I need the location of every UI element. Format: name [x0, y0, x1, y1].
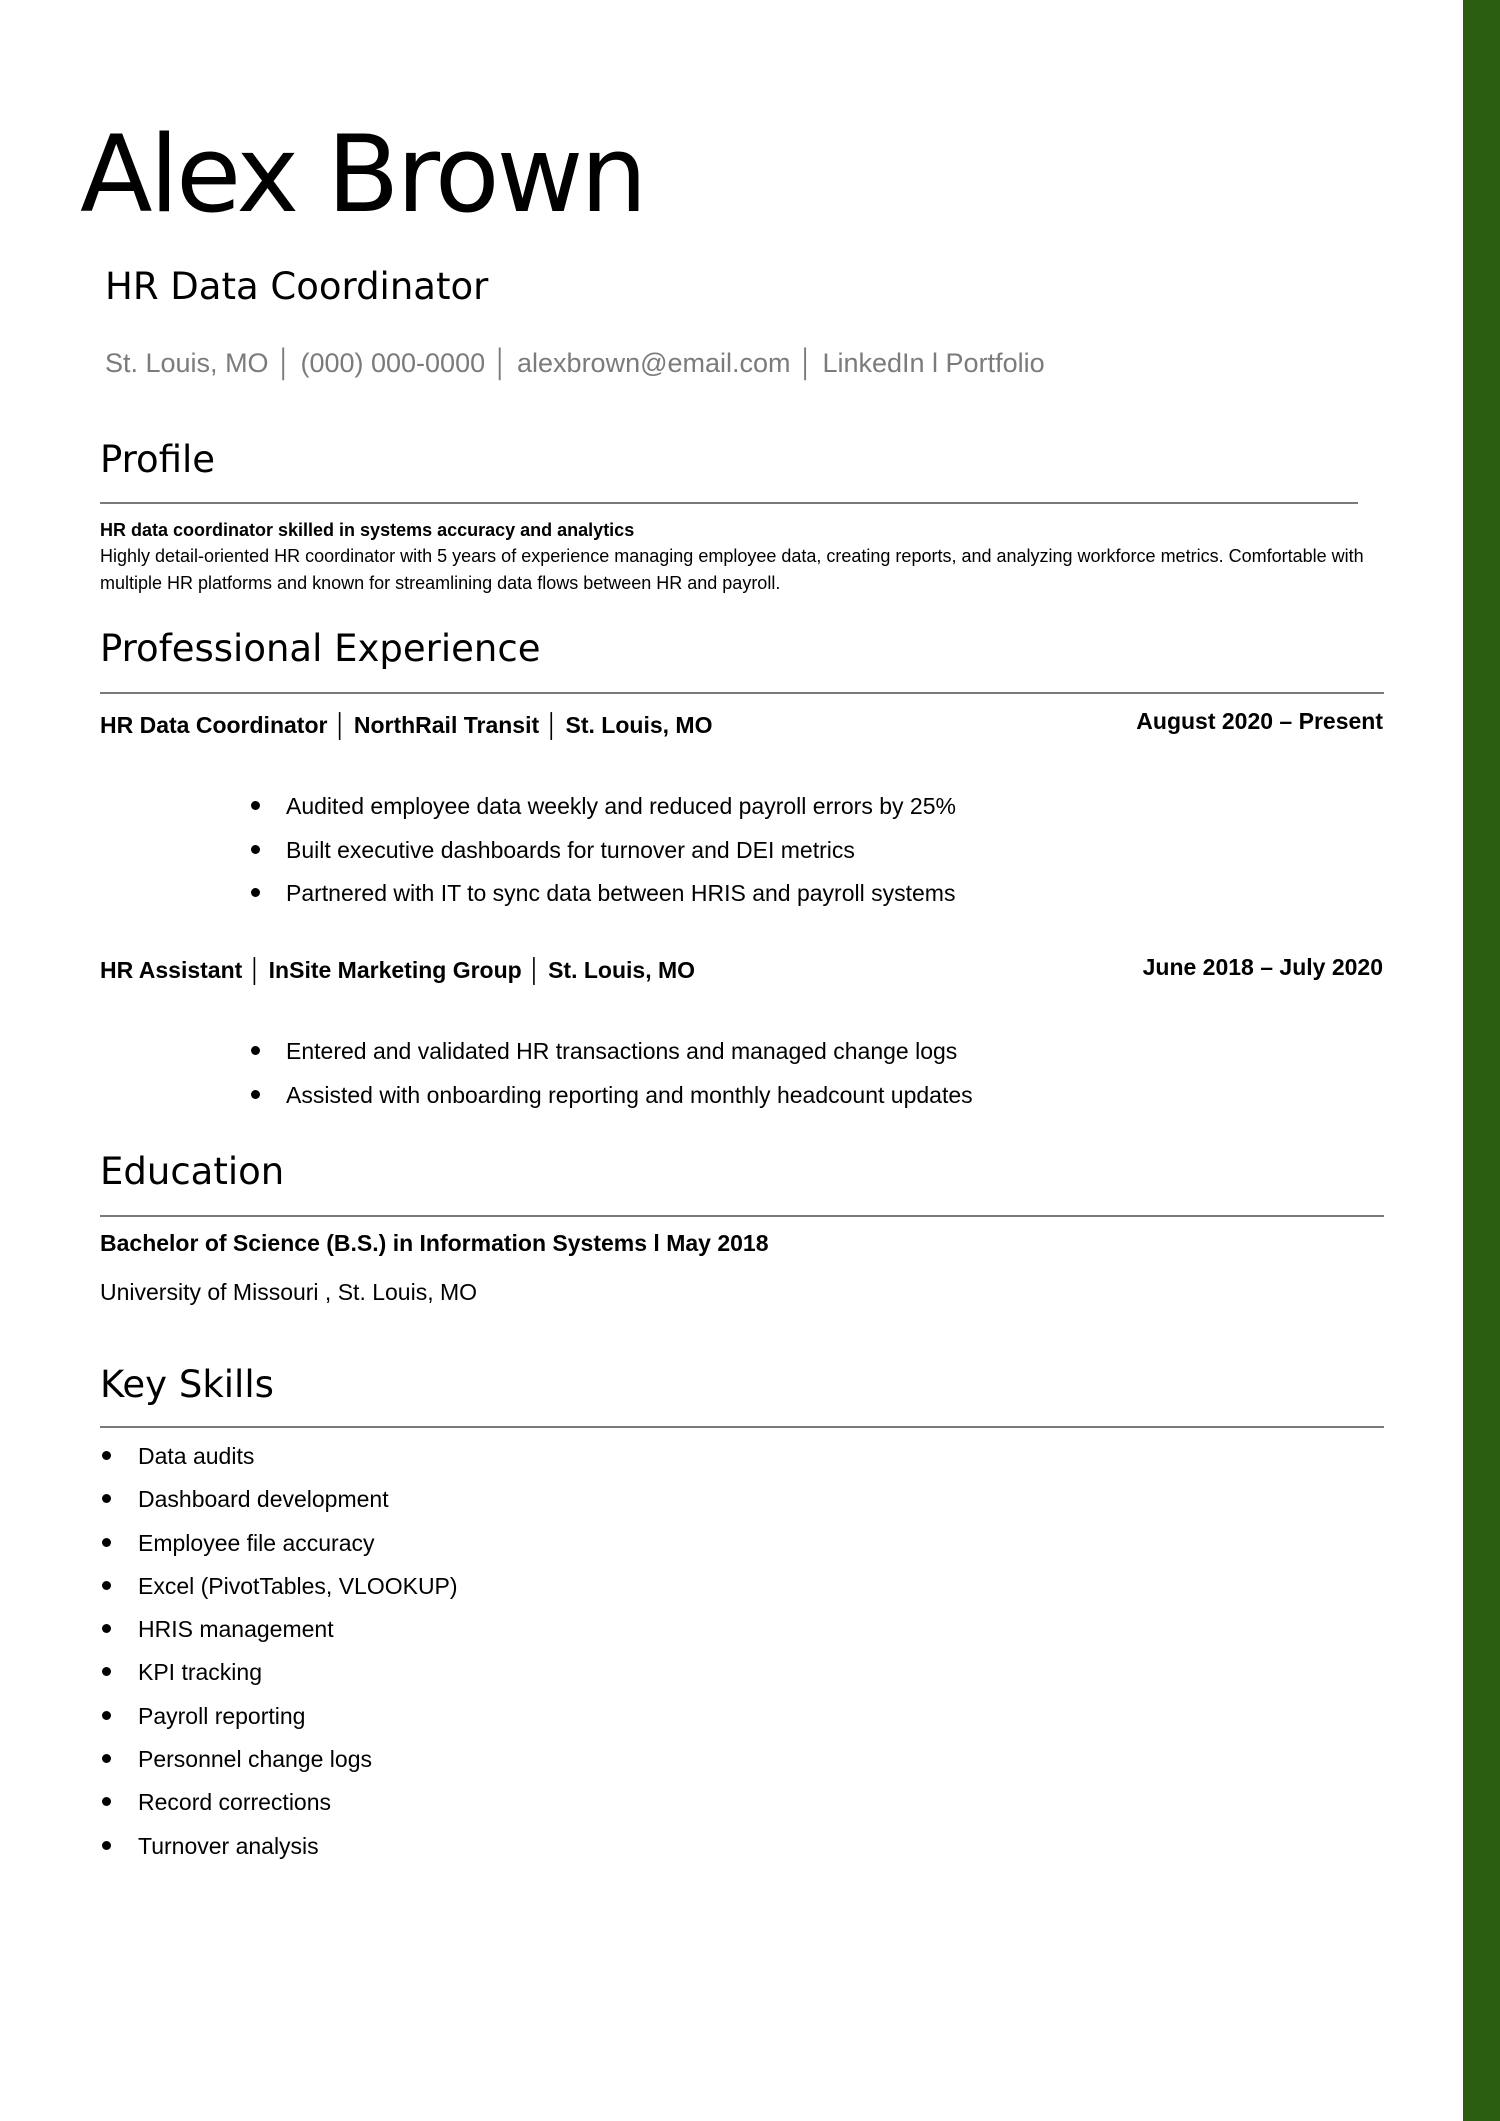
- experience-heading: Professional Experience: [100, 627, 541, 670]
- contact-location: St. Louis, MO: [105, 348, 269, 378]
- job-separator: │: [527, 957, 543, 983]
- job-2-company: InSite Marketing Group: [268, 957, 522, 983]
- contact-separator: l: [932, 348, 946, 378]
- education-school: University of Missouri , St. Louis, MO: [100, 1279, 478, 1305]
- skill-item: KPI tracking: [138, 1661, 458, 1704]
- skill-item: Excel (PivotTables, VLOOKUP): [138, 1575, 458, 1618]
- profile-heading: Profile: [100, 438, 216, 481]
- contact-separator: │: [276, 348, 301, 378]
- list-item: Entered and validated HR transactions and managed change logs: [286, 1040, 973, 1084]
- skill-item: Dashboard development: [138, 1488, 458, 1531]
- job-1-bullets: [286, 795, 956, 926]
- candidate-title: HR Data Coordinator: [105, 265, 489, 308]
- contact-linkedin-link[interactable]: LinkedIn: [822, 348, 925, 378]
- profile-divider: [100, 502, 1358, 504]
- job-separator: │: [333, 712, 348, 738]
- education-degree-line: [100, 1232, 769, 1255]
- skill-item: Data audits: [138, 1445, 458, 1488]
- education-heading: Education: [100, 1150, 285, 1193]
- skill-item: Personnel change logs: [138, 1748, 458, 1791]
- job-1-dates: August 2020 – Present: [1136, 708, 1383, 734]
- contact-separator: │: [492, 348, 518, 378]
- profile-summary: Highly detail-oriented HR coordinator with 5 years of experience managing employee data, creating reports, and analyzing workforce metrics. Comfortable with multiple HR platforms and known for streamlining data flows between HR and payroll.: [100, 546, 1364, 593]
- job-2-location: St. Louis, MO: [548, 957, 696, 983]
- candidate-name: Alex Brown: [80, 113, 645, 236]
- list-item: Built executive dashboards for turnover and DEI metrics: [286, 839, 956, 883]
- contact-line: [105, 350, 1045, 377]
- job-1-location: St. Louis, MO: [565, 712, 713, 738]
- skill-item: Employee file accuracy: [138, 1532, 458, 1575]
- contact-separator: │: [798, 348, 823, 378]
- list-item: Partnered with IT to sync data between HRIS and payroll systems: [286, 882, 956, 926]
- job-2-title: HR Assistant: [100, 957, 243, 983]
- job-1-header: [100, 714, 712, 737]
- skills-list: [138, 1445, 458, 1878]
- contact-email[interactable]: alexbrown@email.com: [517, 348, 791, 378]
- profile-headline: HR data coordinator skilled in systems accuracy and analytics: [100, 520, 635, 540]
- contact-portfolio-link[interactable]: Portfolio: [945, 348, 1045, 378]
- list-item: Audited employee data weekly and reduced payroll errors by 25%: [286, 795, 956, 839]
- job-1-company: NorthRail Transit: [353, 712, 540, 738]
- skills-heading: Key Skills: [100, 1363, 274, 1406]
- job-separator: │: [248, 957, 263, 983]
- list-item: Assisted with onboarding reporting and monthly headcount updates: [286, 1084, 973, 1128]
- skill-item: Payroll reporting: [138, 1705, 458, 1748]
- skill-item: Record corrections: [138, 1791, 458, 1834]
- experience-divider: [100, 692, 1384, 694]
- job-2-bullets: [286, 1040, 973, 1127]
- education-separator: l: [647, 1230, 667, 1256]
- skills-divider: [100, 1426, 1384, 1428]
- skill-item: Turnover analysis: [138, 1835, 458, 1878]
- education-date: May 2018: [666, 1230, 769, 1256]
- job-2-header: [100, 959, 695, 982]
- sidebar-accent: [1463, 0, 1500, 2121]
- job-1-title: HR Data Coordinator: [100, 712, 328, 738]
- contact-phone: (000) 000-0000: [300, 348, 486, 378]
- education-degree: Bachelor of Science (B.S.) in Information Systems: [100, 1230, 648, 1256]
- skill-item: HRIS management: [138, 1618, 458, 1661]
- job-separator: │: [545, 712, 560, 738]
- education-divider: [100, 1215, 1384, 1217]
- job-2-dates: June 2018 – July 2020: [1142, 954, 1383, 980]
